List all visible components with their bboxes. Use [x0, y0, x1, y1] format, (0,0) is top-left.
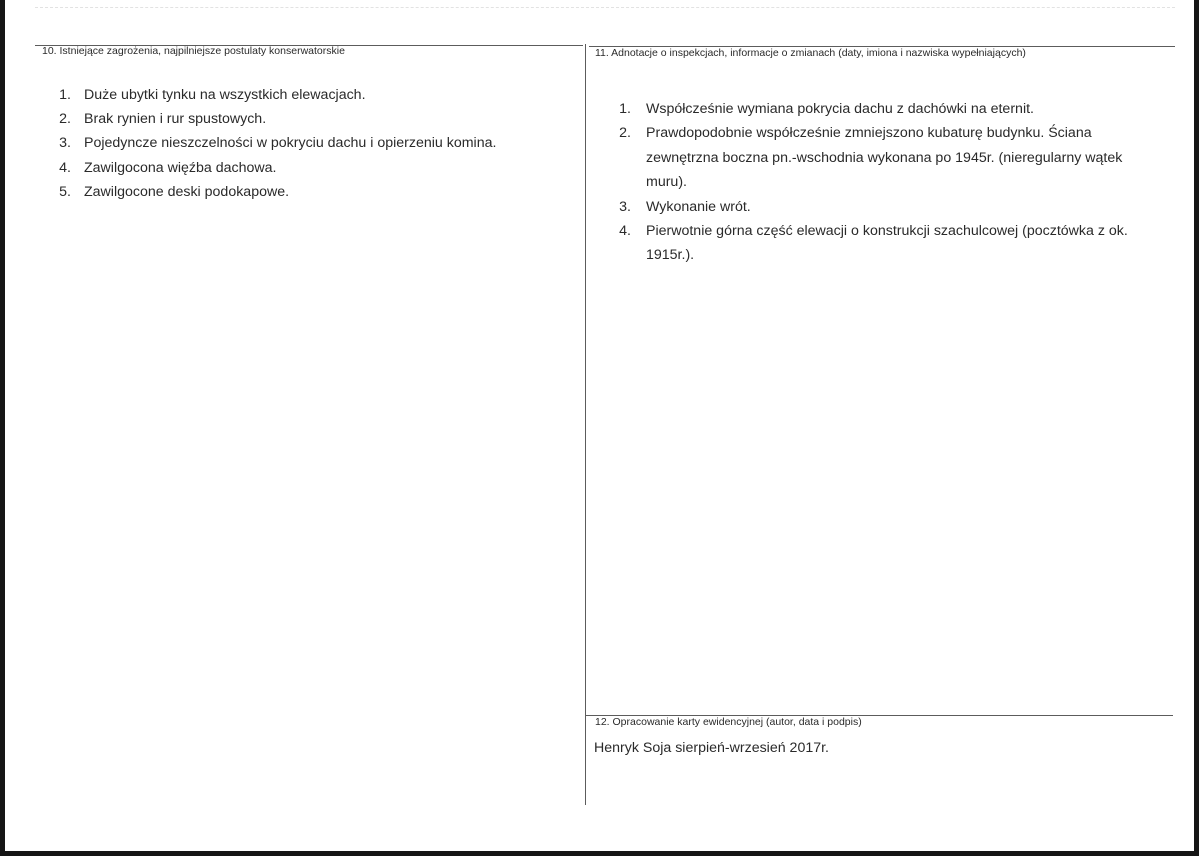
section-12-heading: 12. Opracowanie karty ewidencyjnej (autor, data i podpis)	[595, 716, 862, 728]
list-item	[45, 156, 565, 180]
list-item-text: Wykonanie wrót.	[646, 198, 751, 215]
list-item-text: Brak rynien i rur spustowych.	[84, 111, 267, 128]
list-item-text: Duże ubytki tynku na wszystkich elewacjach.	[84, 87, 366, 103]
list-item-text: Pojedyncze nieszczelności w pokryciu dachu i opierzeniu komina.	[84, 135, 497, 152]
list-item-number: 4.	[619, 223, 631, 240]
list-item	[605, 195, 1145, 219]
list-item	[45, 180, 565, 204]
list-item-text: Zawilgocone deski podokapowe.	[84, 183, 290, 200]
list-item	[45, 107, 565, 131]
list-item-number: 3.	[619, 198, 631, 215]
list-item	[45, 83, 565, 107]
list-item-number: 1.	[59, 87, 71, 103]
section-10-list	[45, 83, 565, 204]
list-item-number: 5.	[59, 183, 71, 200]
list-item-number: 4.	[59, 159, 71, 176]
list-item	[605, 219, 1145, 268]
list-item-number: 1.	[619, 101, 631, 117]
list-item	[605, 121, 1145, 194]
list-item-number: 2.	[59, 111, 71, 128]
list-item-number: 2.	[619, 125, 631, 142]
list-item	[45, 131, 565, 155]
author-and-date: Henryk Soja sierpień-wrzesień 2017r.	[594, 740, 829, 756]
list-item	[605, 97, 1145, 121]
section-11-heading: 11. Adnotacje o inspekcjach, informacje o zmianach (daty, imiona i nazwiska wypełniających)	[595, 47, 1026, 59]
list-item-text: Współcześnie wymiana pokrycia dachu z dachówki na eternit.	[646, 101, 1034, 117]
column-divider	[585, 44, 586, 805]
section-10-heading: 10. Istniejące zagrożenia, najpilniejsze postulaty konserwatorskie	[42, 45, 345, 57]
list-item-text: Pierwotnie górna część elewacji o konstrukcji szachulcowej (pocztówka z ok. 1915r.).	[646, 223, 1128, 264]
list-item-number: 3.	[59, 135, 71, 152]
scan-edge-line	[35, 7, 1175, 8]
section-11-list	[605, 97, 1145, 268]
list-item-text: Prawdopodobnie współcześnie zmniejszono kubaturę budynku. Ściana zewnętrzna boczna pn.-wschodnia wykonana po 1945r. (nieregularny wątek muru).	[646, 125, 1123, 191]
list-item-text: Zawilgocona więźba dachowa.	[84, 159, 277, 176]
